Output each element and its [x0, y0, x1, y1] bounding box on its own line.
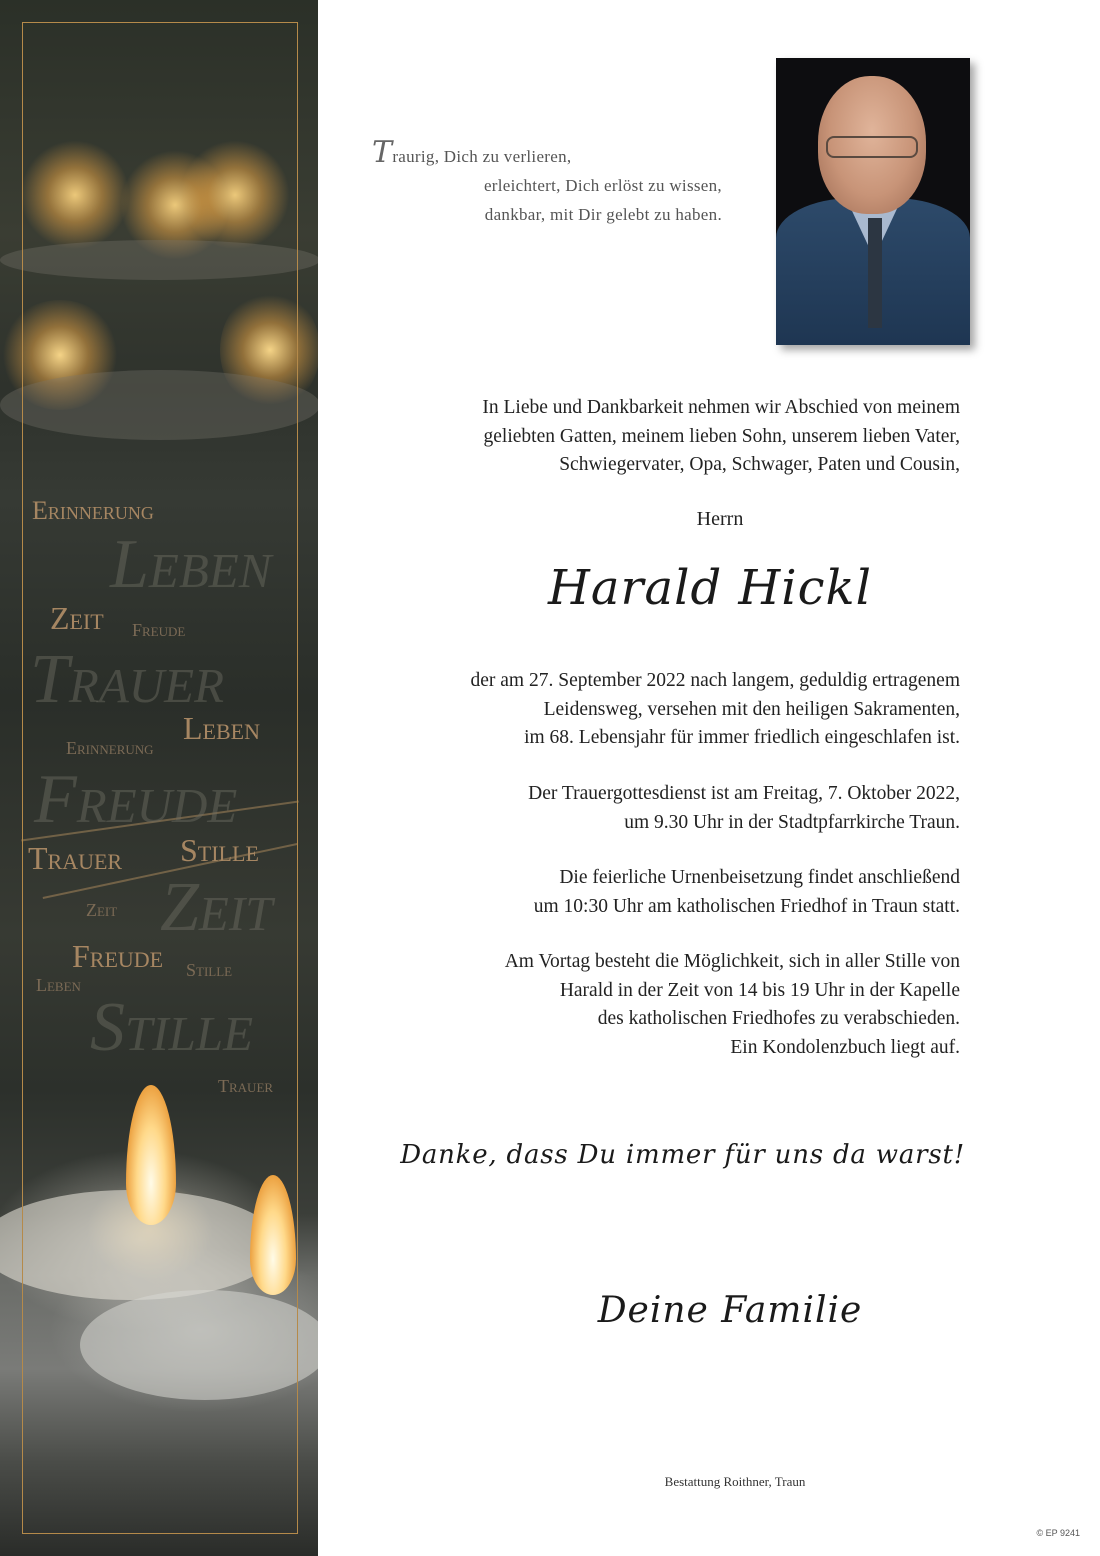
- band-word: Zeit: [86, 900, 118, 920]
- deceased-name: Harald Hickl: [548, 560, 872, 616]
- service-paragraph: [400, 780, 960, 837]
- burial-paragraph: [400, 864, 960, 921]
- quote-line-3: dankbar, mit Dir gelebt zu haben.: [484, 205, 722, 224]
- farewell-line: Ein Kondolenzbuch liegt auf.: [730, 1036, 960, 1058]
- intro-line: In Liebe und Dankbarkeit nehmen wir Abschied von meinem: [482, 397, 960, 418]
- intro-paragraph: [400, 394, 960, 480]
- band-word: Zeit: [160, 869, 273, 946]
- death-line: Leidensweg, versehen mit den heiligen Sakramenten,: [543, 698, 960, 720]
- death-line: der am 27. September 2022 nach langem, geduldig ertragenem: [470, 670, 960, 691]
- band-word: Trauer: [28, 840, 123, 876]
- portrait-tie: [868, 218, 882, 328]
- print-code: © EP 9241: [1036, 1528, 1080, 1538]
- band-word: Zeit: [50, 600, 104, 636]
- quote-initial: T: [372, 135, 393, 170]
- band-word: Erinnerung: [32, 496, 154, 525]
- band-word: Stille: [90, 989, 254, 1066]
- farewell-line: des katholischen Friedhofes zu verabschieden.: [597, 1008, 960, 1029]
- band-frame: [22, 22, 298, 1534]
- portrait-glasses: [826, 136, 918, 158]
- band-word: Leben: [110, 526, 272, 603]
- portrait-photo: [776, 58, 970, 345]
- burial-line: um 10:30 Uhr am katholischen Friedhof in Traun statt.: [533, 895, 960, 917]
- band-word: Freude: [34, 761, 238, 838]
- thanks-line: Danke, dass Du immer für uns da warst!: [400, 1140, 965, 1170]
- quote-line-1: [372, 135, 722, 171]
- band-word: Freude: [72, 938, 164, 974]
- band-word: Stille: [180, 832, 259, 868]
- burial-line: Die feierliche Urnenbeisetzung findet anschließend: [559, 867, 960, 888]
- band-word: Trauer: [218, 1076, 274, 1096]
- band-word: Leben: [36, 975, 81, 995]
- quote-line-1-text: raurig, Dich zu verlieren,: [392, 147, 572, 166]
- opening-quote: [372, 135, 722, 229]
- death-paragraph: [400, 667, 960, 753]
- death-line: im 68. Lebensjahr für immer friedlich eingeschlafen ist.: [524, 727, 960, 748]
- band-word: Freude: [132, 620, 186, 640]
- service-line: Der Trauergottesdienst ist am Freitag, 7. Oktober 2022,: [528, 783, 960, 804]
- band-word: Stille: [186, 960, 233, 980]
- farewell-line: Harald in der Zeit von 14 bis 19 Uhr in der Kapelle: [559, 979, 960, 1001]
- service-line: um 9.30 Uhr in der Stadtpfarrkirche Traun.: [624, 811, 960, 833]
- band-word: Trauer: [30, 641, 225, 718]
- farewell-line: Am Vortag besteht die Möglichkeit, sich in aller Stille von: [504, 951, 960, 972]
- candle-decoration-band: [0, 0, 318, 1556]
- band-word: Erinnerung: [66, 738, 154, 758]
- band-word: Leben: [183, 710, 260, 746]
- intro-line: geliebten Gatten, meinem lieben Sohn, unserem lieben Vater,: [483, 425, 960, 447]
- undertaker-credit: Bestattung Roithner, Traun: [664, 1474, 806, 1489]
- quote-line-2: erleichtert, Dich erlöst zu wissen,: [483, 176, 722, 195]
- salutation: Herrn: [696, 508, 744, 530]
- family-signature: Deine Familie: [597, 1290, 863, 1331]
- intro-line: Schwiegervater, Opa, Schwager, Paten und Cousin,: [559, 454, 960, 475]
- farewell-paragraph: [400, 948, 960, 1062]
